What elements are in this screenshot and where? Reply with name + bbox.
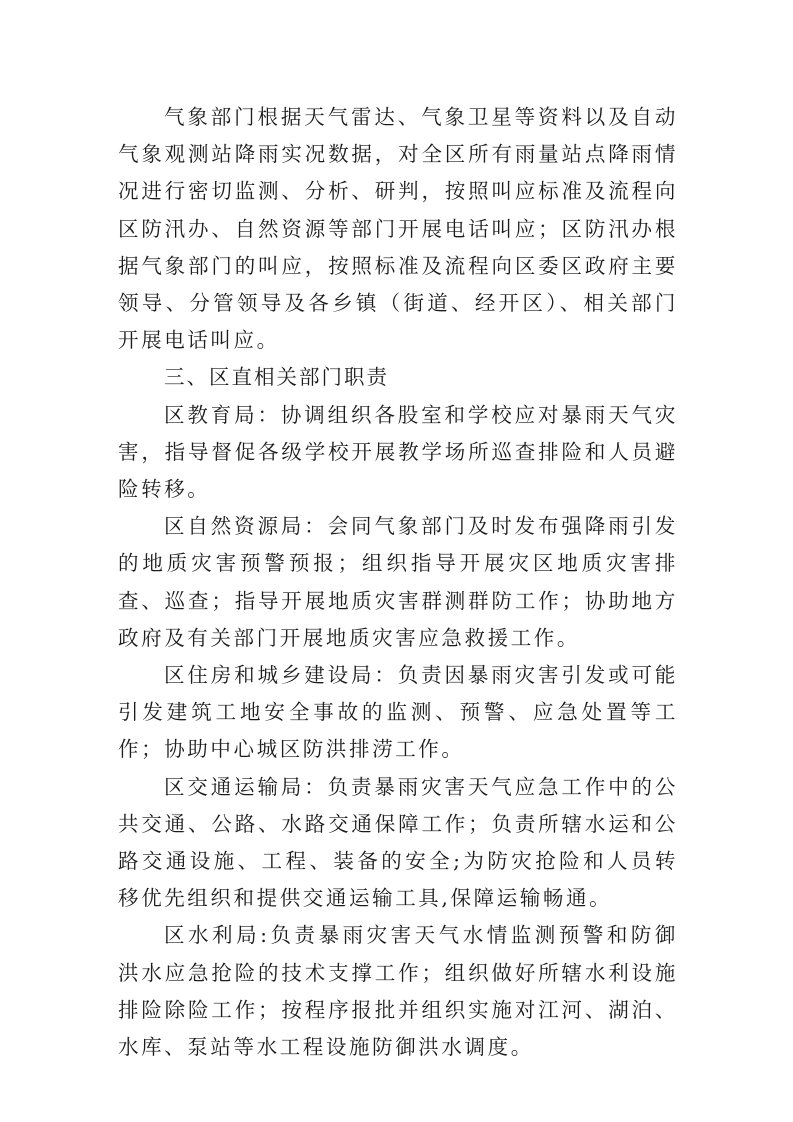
section-heading: 三、区直相关部门职责	[164, 365, 389, 390]
document-body	[118, 99, 678, 1066]
paragraph-housing-construction-bureau: 区住房和城乡建设局：负责因暴雨灾害引发或可能引发建筑工地安全事故的监测、预警、应急处置等工作；协助中心城区防洪排涝工作。	[118, 663, 678, 762]
paragraph-natural-resources-bureau: 区自然资源局：会同气象部门及时发布强降雨引发的地质灾害预警预报；组织指导开展灾区地质灾害排查、巡查；指导开展地质灾害群测群防工作；协助地方政府及有关部门开展地质灾害应急救援工作。	[118, 514, 678, 650]
paragraph-education-bureau: 区教育局：协调组织各股室和学校应对暴雨天气灾害，指导督促各级学校开展教学场所巡查排险和人员避险转移。	[118, 402, 678, 502]
paragraph-transportation-bureau: 区交通运输局：负责暴雨灾害天气应急工作中的公共交通、公路、水路交通保障工作；负责所辖水运和公路交通设施、工程、装备的安全;为防灾抢险和人员转移优先组织和提供交通运输工具,保障运输畅通。	[118, 774, 678, 911]
intro-paragraph: 气象部门根据天气雷达、气象卫星等资料以及自动气象观测站降雨实况数据，对全区所有雨量站点降雨情况进行密切监测、分析、研判，按照叫应标准及流程向区防汛办、自然资源等部门开展电话叫应；区防汛办根据气象部门的叫应，按照标准及流程向区委区政府主要领导、分管领导及各乡镇（街道、经开区）、相关部门开展电话叫应。	[118, 105, 678, 353]
paragraph-water-resources-bureau: 区水利局:负责暴雨灾害天气水情监测预警和防御洪水应急抢险的技术支撑工作；组织做好所辖水利设施排险除险工作；按程序报批并组织实施对江河、湖泊、水库、泵站等水工程设施防御洪水调度。	[118, 923, 678, 1060]
